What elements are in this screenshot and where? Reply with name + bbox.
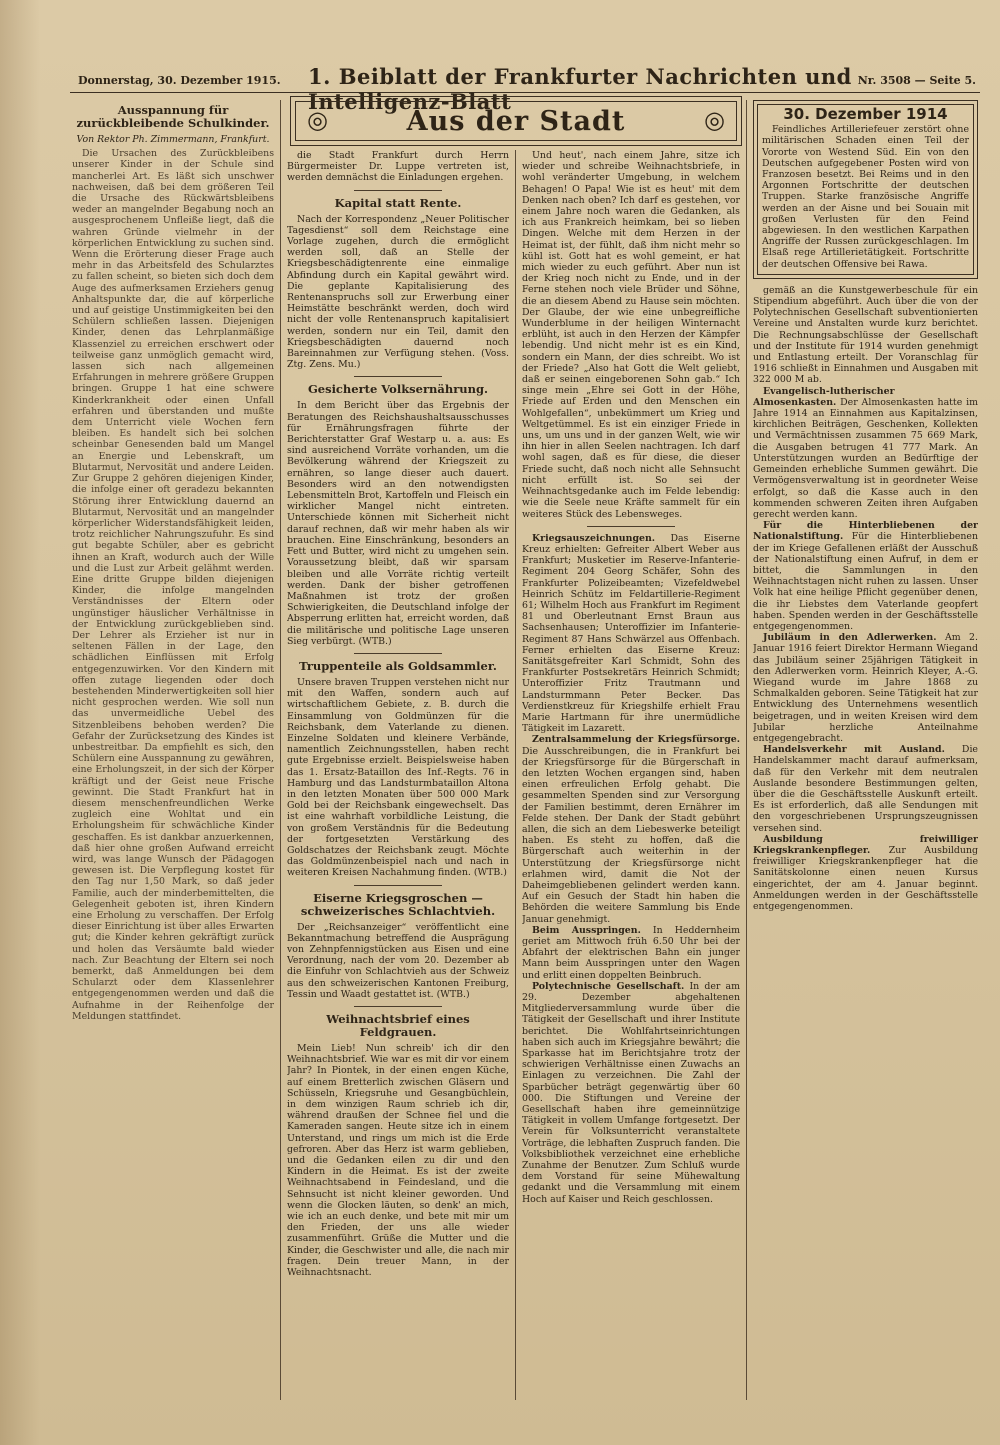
ornament-left-icon: ◎ <box>307 105 328 134</box>
news-item-text: In Heddernheim geriet am Mittwoch früh 6.50 Uhr bei der Abfahrt der elektrischen Bahn ein junger Mann beim Ausspringen unter den Wagen und erlitt einen doppelten Beinbruch. <box>522 924 740 981</box>
news-item-heading: Zentralsammelung der Kriegsfürsorge. <box>532 734 740 746</box>
article-heading: Ausspannung für zurückbleibende Schulkinder. <box>76 103 270 130</box>
column-3 <box>522 150 740 1405</box>
article-text: Die Ursachen des Zurückbleibens unserer Kinder in der Schule sind mancherlei Art. Es läßt sich unschwer nachweisen, daß bei dem größeren Teil die Ursache des Rückwärtsbleibens weder an mangelnder Begabung noch an ausgesprochenem Unfleiße liegt, daß die wahren Gründe vielmehr in der körperlichen Entwicklung zu suchen sind. Wenn die Erörterung dieser Frage auch mehr in das Arbeitsfeld des Schularztes zu fallen scheint, so bieten sich doch dem Auge des aufmerksamen Erziehers genug Anhaltspunkte dar, die auf körperliche und auf geistige Unstimmigkeiten bei den Schülern schließen lassen. Diejenigen Kinder, denen das Lehrplanmäßige Klassenziel zu erreichen erschwert oder teilweise ganz unmöglich gemacht wird, lassen sich nach allgemeinen Erfahrungen in mehrere größere Gruppen bringen. Gruppe 1 hat eine schwere Kinderkrankheit oder einen Unfall erfahren und überstanden und mußte dem Unterricht viele Wochen fern bleiben. Es handelt sich bei solchen scheinbar Genesenden bald um Mangel an Energie und Lebenskraft, um Blutarmut, Nervosität und andere Leiden. Zur Gruppe 2 gehören diejenigen Kinder, die infolge einer oft geradezu bekannten Störung ihrer Entwicklung dauernd an Blutarmut, Nervosität und an mangelnder körperlicher Widerstandsfähigkeit leiden, trotz reichlicher Nahrungszufuhr. Es sind gut begabte Schüler, aber es gebricht ihnen an Kraft, wodurch auch der Wille und die Lust zur Arbeit gelähmt werden. Eine dritte Gruppe bilden diejenigen Kinder, die infolge mangelnden Verständnisses der Eltern oder ungünstiger häuslicher Verhältnisse in der Entwicklung zurückgeblieben sind. Der Lehrer als Erzieher ist nur in seltenen Fällen in der Lage, den schädlichen Einflüssen mit Erfolg entgegenzuwirken. Vor den Kindern mit offen zutage liegenden oder doch bestehenden Minderwertigkeiten soll hier nicht gesprochen werden. Wie soll nun das unvermeidliche Uebel des Sitzenbleibens behoben werden? Die Gefahr der Zurücksetzung des Kindes ist unbestreitbar. Da empfiehlt es sich, den Schülern eine Ausspannung zu gewähren, eine Erholungszeit, in der sich der Körper kräftigt und der Geist neue Frische gewinnt. Die Stadt Frankfurt hat in diesem menschenfreundlichen Werke zugleich eine Wohltat und ein Erholungsheim für schwächliche Kinder geschaffen. Es ist dankbar anzuerkennen, daß hier ohne großen Aufwand erreicht wird, was lange Wunsch der Pädagogen gewesen ist. Die Verpflegung kostet für den Tag nur 1,50 Mark, so daß jeder Familie, auch der minderbemittelten, die Gelegenheit geboten ist, ihren Kindern eine Erholung zu verschaffen. Der Erfolg dieser Einrichtung ist über alles Erwarten gut; die Kinder kehren gekräftigt zurück und holen das Versäumte bald wieder nach. Zur Beachtung der Eltern sei noch bemerkt, daß Anmeldungen bei dem Schularzt oder dem Klassenlehrer entgegengenommen werden und daß die Aufnahme in der Reihenfolge der Meldungen stattfindet. <box>72 148 274 1022</box>
page-number: Nr. 3508 — Seite 5. <box>857 74 976 87</box>
column-2 <box>287 150 509 1405</box>
news-item-text: In der am 29. Dezember abgehaltenen Mitgliederversammlung wurde über die Tätigkeit der Gesellschaft und ihrer Institute berichtet. Die Wohlfahrtseinrichtungen haben sich auch im Kriegsjahre bewährt; die Sparkasse hat im Berichtsjahre trotz der schwierigen Verhältnisse einen Zuwachs an Einlagen zu verzeichnen. Die Zahl der Sparbücher beträgt gegenwärtig über 60 000. Die Stiftungen und Vereine der Gesellschaft haben ihre gemeinnützige Tätigkeit in vollem Umfange fortgesetzt. Der Verein für Volksunterricht veranstaltete Vorträge, die lebhaften Zuspruch fanden. Die Volksbibliothek verzeichnet eine erhebliche Zunahme der Benutzer. Zum Schluß wurde dem Vorstand für seine Mühewaltung gedankt und die Versammlung mit einem Hoch auf Kaiser und Reich geschlossen. <box>522 980 740 1205</box>
masthead-title: 1. Beiblatt der Frankfurter Nachrichten und Intelligenz-Blatt <box>308 64 852 114</box>
news-item-text: Zur Ausbildung freiwilliger Kriegskrankenpfleger hat die Sanitätskolonne einen neuen Kursus eingerichtet, der am 4. Januar beginnt. Anmeldungen werden in der Geschäftsstelle entgegengenommen. <box>753 845 978 913</box>
news-item-heading: Jubiläum in den Adlerwerken. <box>763 632 937 644</box>
separator <box>354 1006 443 1007</box>
column-rule-1 <box>280 100 281 1400</box>
news-item-text: Die Handelskammer macht darauf aufmerksam, daß für den Verkehr mit dem neutralen Auslande besondere Bestimmungen gelten, über die die Geschäftsstelle Auskunft erteilt. Es ist erforderlich, daß alle Sendungen mit den vorgeschriebenen Ursprungszeugnissen versehen sind. <box>753 744 978 834</box>
article-text: Der „Reichsanzeiger“ veröffentlicht eine Bekanntmachung betreffend die Ausprägung von Zehnpfennigstücken aus Eisen und eine Verordnung, nach der vom 20. Dezember ab die Einfuhr von Schlachtvieh aus der Schweiz aus den schweizerischen Kantonen Freiburg, Tessin und Waadt gestattet ist. (WTB.) <box>287 921 509 1000</box>
news-item <box>522 533 740 735</box>
section-title: Aus der Stadt <box>406 106 626 137</box>
news-item-text: Für die Hinterbliebenen der im Kriege Gefallenen erläßt der Ausschuß der Nationalstiftung einen Aufruf, in dem er bittet, die Sammlungen in den Weihnachtstagen nicht ruhen zu lassen. Unser Volk hat eine heilige Pflicht gegenüber denen, die ihr Liebstes dem Vaterlande geopfert haben. Spenden werden in der Geschäftsstelle entgegengenommen. <box>753 531 978 632</box>
article-heading: Gesicherte Volksernährung. <box>307 382 489 397</box>
news-item <box>753 744 978 834</box>
news-item <box>753 386 978 520</box>
separator <box>354 885 443 886</box>
news-item <box>753 632 978 744</box>
separator <box>354 190 443 191</box>
war-chronicle-text: Feindliches Artilleriefeuer zerstört ohne militärischen Schaden einen Teil der Vororte von Westend Süd. Ein von den Deutschen aufgegebener Posten wird von Franzosen besetzt. Bei Reims und in den Argonnen Fortschritte der deutschen Truppen. Starke französische Angriffe werden an der Aisne und bei Souain mit großen Verlusten für den Feind abgewiesen. In den westlichen Karpathen Angriffe der Russen zurückgeschlagen. Im Elsaß rege Artillerietätigkeit. Fortschritte der deutschen Offensive bei Rawa. <box>762 124 969 270</box>
article-heading: Truppenteile als Goldsammler. <box>299 658 497 673</box>
article-text: die Stadt Frankfurt durch Herrn Bürgermeister Dr. Luppe vertreten ist, werden demnächst die Einladungen ergehen. <box>287 150 509 184</box>
issue-date: Donnerstag, 30. Dezember 1915. <box>78 74 281 87</box>
article-heading: Weihnachtsbrief eines Feldgrauen. <box>326 1012 470 1039</box>
news-item-text: Das Eiserne Kreuz erhielten: Gefreiter Albert Weber aus Frankfurt; Musketier im Reserve-Infanterie-Regiment 204 Georg Schäfer, Sohn des Frankfurter Polizeibeamten; Vizefeldwebel Heinrich Schütz im Feldartillerie-Regiment 61; Wilhelm Hoch aus Frankfurt im Regiment 81 und Oberleutnant Ernst Braun aus Sachsenhausen; Unteroffizier im Infanterie-Regiment 87 Hans Schwärzel aus Offenbach. Ferner erhielten das Eiserne Kreuz: Sanitätsgefreiter Karl Schmidt, Sohn des Frankfurter Postsekretärs Heinrich Schmidt; Unteroffizier Fritz Trautmann und Landsturmmann Peter Becker. Das Verdienstkreuz für Kriegshilfe erhielt Frau Marie Hartmann für ihre unermüdliche Tätigkeit im Lazarett. <box>522 532 740 735</box>
article-text: Mein Lieb! Nun schreib' ich dir den Weihnachtsbrief. Wie war es mit dir vor einem Jahr? In Piontek, in der einen engen Küche, auf einem Bretterlich zwischen Gläsern und Schüsseln, Kriegsruhe und Gesangbüchlein, in dem winzigen Raum schrieb ich dir, während draußen der Schnee fiel und die Kameraden sangen. Heute sitze ich in einem Unterstand, und rings um mich ist die Erde gefroren. Aber das Herz ist warm geblieben, und die Gedanken eilen zu dir und den Kindern in die Heimat. Es ist der zweite Weihnachtsabend in Feindesland, und die Sehnsucht ist nicht kleiner geworden. Und wenn die Glocken läuten, so denk' an mich, wie ich an euch denke, und bete mit mir um den Frieden, der uns alle wieder zusammenführt. Grüße die Mutter und die Kinder, die Geschwister und alle, die nach mir fragen. Dein treuer Mann, in der Weihnachtsnacht. <box>287 1043 509 1279</box>
news-item-heading: Beim Ausspringen. <box>532 924 641 936</box>
war-chronicle-inner <box>757 104 974 275</box>
news-item <box>522 734 740 924</box>
news-item <box>753 834 978 912</box>
news-item-heading: Handelsverkehr mit Ausland. <box>763 744 945 756</box>
separator <box>354 653 443 654</box>
news-item <box>753 520 978 632</box>
news-item-heading: Kriegsauszeichnungen. <box>532 532 656 544</box>
article-text: gemäß an die Kunstgewerbeschule für ein Stipendium abgeführt. Auch über die von der Polytechnischen Gesellschaft subventionierten Vereine und Anstalten wurde kurz berichtet. Die Rechnungsabschlüsse der Gesellschaft und der Institute für 1914 wurden genehmigt und Entlastung erteilt. Der Voranschlag für 1916 schließt in Einnahmen und Ausgaben mit 322 000 M ab. <box>753 284 978 386</box>
article-text: In dem Bericht über das Ergebnis der Beratungen des Reichshaushaltsausschusses für Ernährungsfragen führte der Berichterstatter Graf Westarp u. a. aus: Es sind ausreichend Vorräte vorhanden, um die Bevölkerung während der Kriegszeit zu ernähren, so lange dieser auch dauert. Besonders wird an den notwendigsten Lebensmitteln Brot, Kartoffeln und Fleisch ein wirklicher Mangel nicht eintreten. Unterschiede können mit Sicherheit nicht darauf rechnen, daß wir mehr haben als wir brauchen. Eine Einschränkung, besonders an Fett und Butter, wird nicht zu umgehen sein. Voraussetzung bleibt, daß wir sparsam bleiben und alle Vorräte richtig verteilt werden. Dank der bisher getroffenen Maßnahmen ist trotz der großen Schwierigkeiten, die Deutschland infolge der Absperrung erlitten hat, erreicht worden, daß die militärische und politische Lage unseren Sieg verbürgt. (WTB.) <box>287 400 509 647</box>
war-chronicle-date: 30. Dezember 1914 <box>783 105 948 123</box>
news-item-heading: Evangelisch-lutherischer Almosenkasten. <box>753 385 895 408</box>
section-heading-box <box>290 96 742 146</box>
column-rule-3 <box>746 100 747 1400</box>
news-item-heading: Ausbildung freiwilliger Kriegskrankenpfleger. <box>753 833 978 856</box>
column-1 <box>72 100 274 1405</box>
article-text: Unsere braven Truppen verstehen nicht nur mit den Waffen, sondern auch auf wirtschaftlichem Gebiete, z. B. durch die Einsammlung von Goldmünzen für die Reichsbank, dem Vaterlande zu dienen. Einzelne Soldaten und kleinere Verbände, namentlich Zeichnungsstellen, haben recht gute Ergebnisse erzielt. Beispielsweise haben das 1. Ersatz-Bataillon des Inf.-Regts. 76 in Hamburg und das Landsturmbataillon Altona in den letzten Monaten über 500 000 Mark Gold bei der Reichsbank eingewechselt. Das ist eine wahrhaft vorbildliche Leistung, die von großem Verständnis für die Bedeutung der fortgesetzten Verstärkung des Goldschatzes der Reichsbank zeugt. Möchte das Goldmünzenbeispiel nach und nach in weiteren Kreisen Nachahmung finden. (WTB.) <box>287 676 509 879</box>
separator <box>354 376 443 377</box>
article-text: Und heut', nach einem Jahre, sitze ich wieder und schreibe Weihnachtsbriefe, in wohl veränderter Umgebung, in welchem Behagen! O Papa! Wie ist es heut' mit dem Denken nach oben? Ich darf es gestehen, vor einem Jahre noch waren die Gedanken, als ich aus Frankreich heimkam, bei so lieben Dingen. Welche mit dem Herzen in der Heimat ist, der fühlt, daß ihm nicht mehr so kühl ist. Gott hat es wohl gemeint, er hat mich wieder zu euch geführt. Aber nun ist der Krieg noch nicht zu Ende, und in der Ferne stehen noch viele Brüder und Söhne, die an diesem Abend zu Hause sein möchten. Der Glaube, der wie eine unbegreifliche Wunderblume in der heiligen Winternacht erblüht, ist auch in den Herzen der Kämpfer lebendig. Und nicht mehr ist es ein Kind, sondern ein Mann, der dies schreibt. Wo ist der Friede? „Also hat Gott die Welt geliebt, daß er seinen eingeborenen Sohn gab.“ Ich singe mein „Ehre sei Gott in der Höhe, Friede auf Erden und den Menschen ein Wohlgefallen“, unbekümmert um Krieg und Weltgetümmel. Es ist ein einziger Friede in uns, um uns und in der ganzen Welt, wie wir ihn hier in allen Seelen nachtragen. Ich darf wohl sagen, daß es für diese, die dieser Friede sucht, daß noch nicht alle Sehnsucht nicht erfüllt ist. So sei der Weihnachtsgedanke auch im Felde lebendig: wie die Seele neue Kräfte sammelt für ein weiteres Stück des Lebensweges. <box>522 150 740 520</box>
article-author: Von Rektor Ph. Zimmermann, Frankfurt. <box>76 134 270 145</box>
separator <box>587 526 674 527</box>
column-4 <box>753 100 978 1405</box>
news-item <box>522 981 740 1205</box>
news-item-text: Der Almosenkasten hatte im Jahre 1914 an Einnahmen aus Kapitalzinsen, kirchlichen Beiträgen, Geschenken, Kollekten und Vermächtnissen zusammen 75 669 Mark, die Ausgaben betrugen 41 777 Mark. An Unterstützungen wurden an Bedürftige der Gemeinden erhebliche Summen gewährt. Die Vermögensverwaltung ist in geordneter Weise erfolgt, so daß die Kasse auch in den kommenden schweren Zeiten ihren Aufgaben gerecht werden kann. <box>753 396 978 520</box>
news-item-text: Die Ausschreibungen, die in Frankfurt bei der Kriegsfürsorge für die Bürgerschaft in den letzten Wochen ergangen sind, haben einen erfreulichen Erfolg gehabt. Die gesammelten Spenden sind zur Versorgung der Familien bestimmt, deren Ernährer im Felde stehen. Der Dank der Stadt gebührt allen, die sich an dem Liebeswerke beteiligt haben. Es steht zu hoffen, daß die Bürgerschaft auch weiterhin in der Unterstützung der Kriegsfürsorge nicht erlahmen wird, damit die Not der Daheimgebliebenen gelindert werden kann. Auf ein Gesuch der Stadt hin haben die Behörden die weitere Sammlung bis Ende Januar genehmigt. <box>522 745 740 925</box>
column-rule-2 <box>515 150 516 1400</box>
news-item-text: Am 2. Januar 1916 feiert Direktor Hermann Wiegand das Jubiläum seiner 25jährigen Tätigkeit in den Adlerwerken vorm. Heinrich Kleyer, A.-G. Wiegand wurde im Jahre 1868 zu Schmalkalden geboren. Seine Tätigkeit hat zur Entwicklung des Unternehmens wesentlich beigetragen, und in weiten Kreisen wird dem Jubilar herzliche Anteilnahme entgegengebracht. <box>753 632 978 744</box>
article-text: Nach der Korrespondenz „Neuer Politischer Tagesdienst“ soll dem Reichstage eine Vorlage zugehen, durch die ermöglicht werden soll, daß an Stelle der Kriegsbeschädigtenrente eine einmalige Abfindung durch ein Kapital gewährt wird. Die geplante Kapitalisierung des Rentenanspruchs soll zur Erwerbung einer Heimstätte beschränkt werden, doch wird nicht der volle Rentenanspruch kapitalisiert werden, sondern nur ein Teil, damit den Kriegsbeschädigten dauernd noch Bareinnahmen zur Verfügung stehen. (Voss. Ztg. Zens. Mu.) <box>287 213 509 371</box>
article-heading: Eiserne Kriegsgroschen — schweizerisches Schlachtvieh. <box>300 890 496 918</box>
ornament-right-icon: ◎ <box>704 105 725 134</box>
article-heading: Kapital statt Rente. <box>334 195 462 210</box>
news-item-heading: Polytechnische Gesellschaft. <box>532 980 685 992</box>
news-item-heading: Für die Hinterbliebenen der Nationalstiftung. <box>753 520 978 543</box>
news-item <box>522 925 740 981</box>
war-chronicle-box <box>753 100 978 279</box>
